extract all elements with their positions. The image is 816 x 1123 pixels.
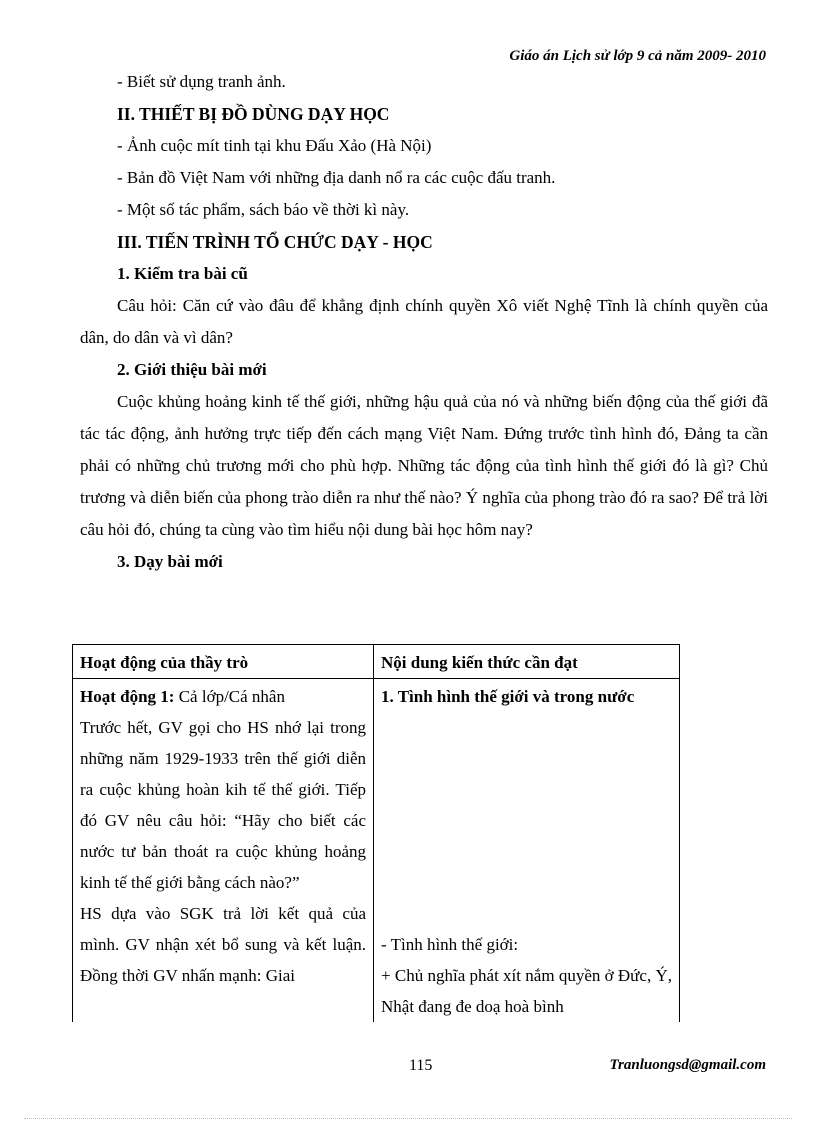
author-email: Tranluongsd@gmail.com (609, 1057, 766, 1073)
activity-label: Hoạt động 1: (80, 687, 175, 706)
content-cell (374, 679, 680, 1023)
content-heading: 1. Tình hình thế giới và trong nước (381, 687, 635, 706)
equipment-item: - Bản đồ Việt Nam với những địa danh nổ ra các cuộc đấu tranh. (117, 168, 556, 187)
activity-paragraph: Trước hết, GV gọi cho HS nhớ lại trong những năm 1929-1933 trên thế giới diễn ra cuộc khủng hoàn kih tế thế giới. Tiếp đó GV nêu câu hỏi: “Hãy cho biết các nước tư bản thoát ra cuộc khủng hoảng kinh tế thế giới bằng cách nào?” (80, 718, 366, 892)
content-point: + Chủ nghĩa phát xít nắm quyền ở Đức, Ý, Nhật đang đe doạ hoà bình (381, 966, 672, 1016)
column-header-activities: Hoạt động của thầy trò (73, 645, 374, 679)
section-2-title: II. THIẾT BỊ ĐỒ DÙNG DẠY HỌC (117, 104, 390, 124)
lesson-table (72, 644, 680, 1022)
equipment-item: - Ảnh cuộc mít tinh tại khu Đấu Xảo (Hà Nội) (117, 136, 432, 155)
activity-title (80, 681, 366, 712)
content-spacer (381, 712, 672, 929)
lesson-content (80, 66, 768, 578)
section-3-title: III. TIẾN TRÌNH TỔ CHỨC DẠY - HỌC (117, 232, 433, 252)
subsection-2-title: 2. Giới thiệu bài mới (117, 360, 267, 379)
activity-paragraph: HS dựa vào SGK trả lời kết quả của mình. GV nhận xét bổ sung và kết luận. Đồng thời GV nhấn mạnh: Giai (80, 904, 366, 985)
table-row (73, 679, 680, 1023)
activities-cell (73, 679, 374, 1023)
table-header-row (73, 645, 680, 679)
column-header-content: Nội dung kiến thức cần đạt (374, 645, 680, 679)
review-question: Câu hỏi: Căn cứ vào đâu để khẳng định chính quyền Xô viết Nghệ Tĩnh là chính quyền của dân, do dân và vì dân? (80, 296, 768, 347)
subsection-3-title: 3. Dạy bài mới (117, 552, 223, 571)
subsection-1-title: 1. Kiểm tra bài cũ (117, 264, 248, 283)
activity-mode: Cả lớp/Cá nhân (174, 687, 285, 706)
document-header: Giáo án Lịch sử lớp 9 cả năm 2009- 2010 (509, 48, 766, 64)
introduction-paragraph: Cuộc khủng hoảng kinh tế thế giới, những hậu quả của nó và những biến động của thế giới đã tác tác động, ảnh hưởng trực tiếp đến cách mạng Việt Nam. Đứng trước tình hình đó, Đảng ta cần phải có những chủ trương mới cho phù hợp. Những tác động của tình hình thế giới đó là gì? Chủ trương và diễn biến của phong trào diễn ra như thế nào? Ý nghĩa của phong trào đó ra sao? Để trả lời câu hỏi đó, chúng ta cùng vào tìm hiểu nội dung bài học hôm nay? (80, 392, 768, 539)
skill-item: - Biết sử dụng tranh ảnh. (117, 72, 286, 91)
equipment-item: - Một số tác phẩm, sách báo về thời kì này. (117, 200, 410, 219)
page-bottom-divider (24, 1118, 792, 1119)
content-subheading: - Tình hình thế giới: (381, 935, 519, 954)
page-number: 115 (409, 1057, 433, 1074)
